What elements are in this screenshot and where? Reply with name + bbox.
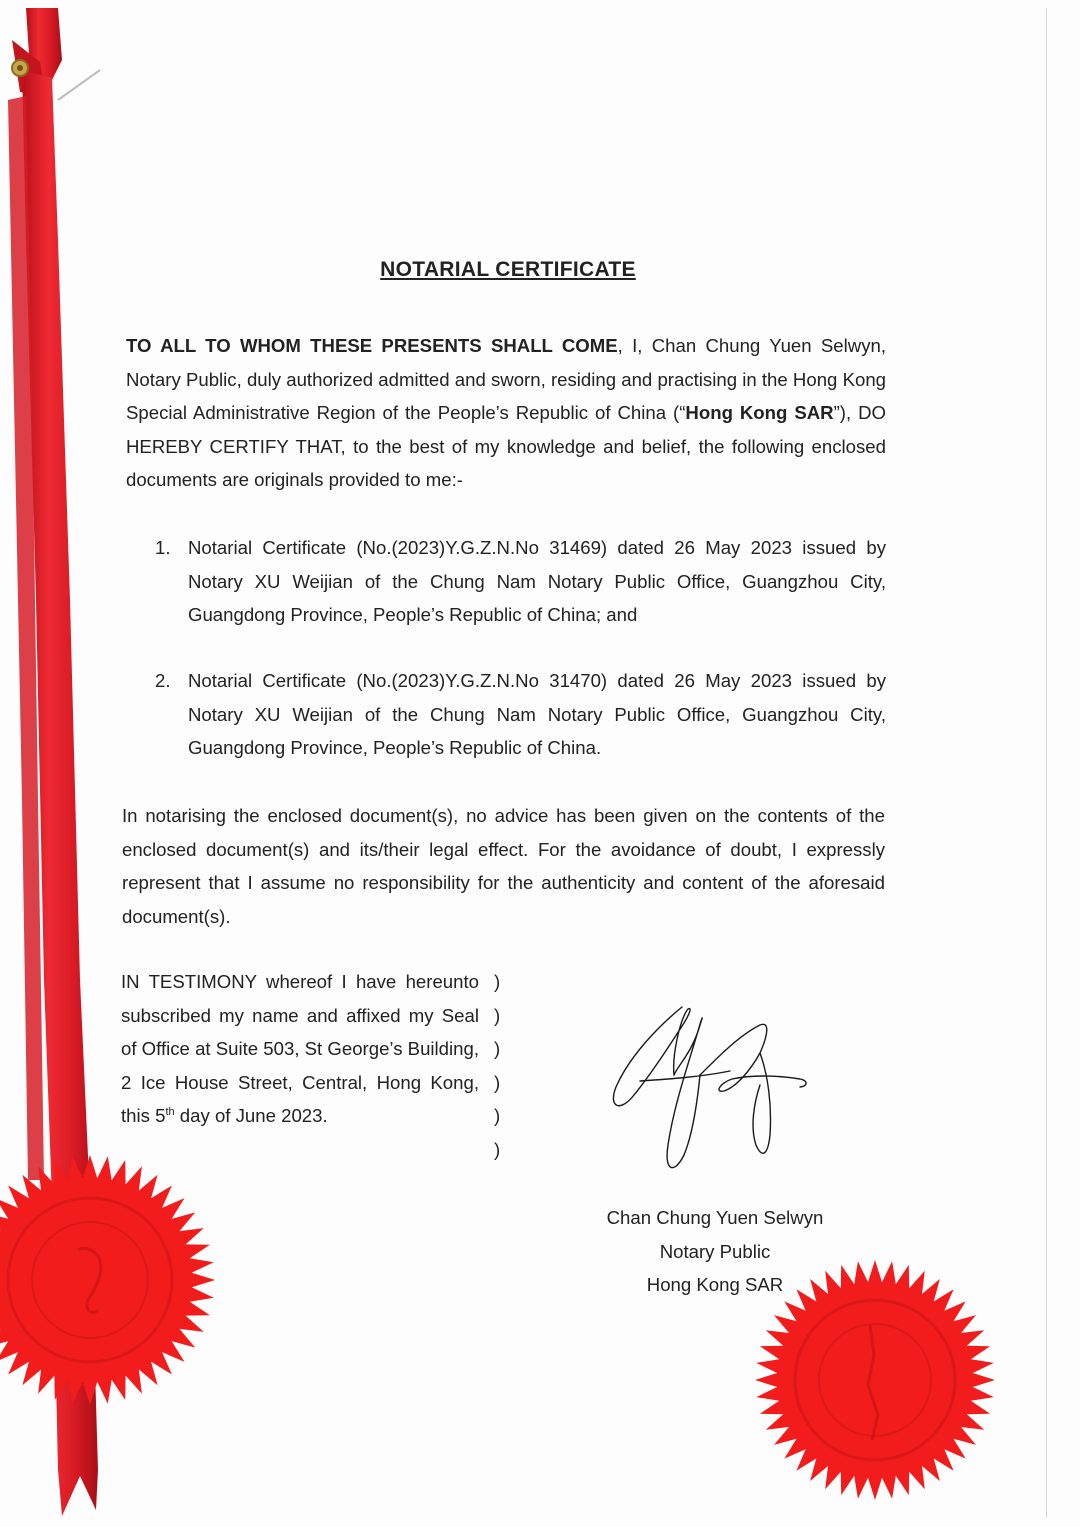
- intro-lead: TO ALL TO WHOM THESE PRESENTS SHALL COME: [126, 335, 618, 356]
- testimony-text-2: day of June 2023.: [174, 1105, 328, 1126]
- disclaimer-paragraph: In notarising the enclosed document(s), no advice has been given on the contents of the enclosed document(s) and its/their legal effect. For the avoidance of doubt, I expressly represent that I assume no responsibility for the authenticity and content of the aforesaid document(s).: [122, 805, 885, 927]
- document-title: NOTARIAL CERTIFICATE: [380, 258, 636, 281]
- paren: ): [494, 1138, 501, 1160]
- paren: ): [494, 971, 501, 992]
- intro-paragraph: [126, 329, 886, 497]
- list-item-text: Notarial Certificate (No.(2023)Y.G.Z.N.No 31469) dated 26 May 2023 issued by Notary XU Weijian of the Chung Nam Notary Public Office, Guangzhou City, Guangdong Province, People’s Republic of China; and: [188, 537, 886, 625]
- paren: ): [494, 1071, 501, 1093]
- testimony-superscript: th: [165, 1105, 175, 1118]
- testimony-paragraph: [121, 965, 479, 1133]
- signatory-location: Hong Kong SAR: [646, 1274, 784, 1295]
- testimony-text-1: IN TESTIMONY whereof I have hereunto subscribed my name and affixed my Seal of Office at Suite 503, St George’s Building, 2 Ice House Street, Central, Hong Kong, this 5: [121, 971, 479, 1126]
- list-item-number: 1.: [155, 537, 171, 558]
- red-seal-right-icon: [750, 1255, 1000, 1505]
- list-item-text: Notarial Certificate (No.(2023)Y.G.Z.N.No 31470) dated 26 May 2023 issued by Notary XU Weijian of the Chung Nam Notary Public Office, Guangzhou City, Guangdong Province, People’s Republic of China.: [188, 670, 886, 758]
- list-item-number: 2.: [155, 670, 171, 691]
- intro-text-1: , I, Chan Chung Yuen Selwyn, Notary Public, duly authorized admitted and sworn, residing and practising in the Hong Kong Special Administrative Region of the People’s Republic of China (“: [126, 335, 886, 423]
- paren: ): [494, 1004, 501, 1026]
- signatory-role: Notary Public: [659, 1240, 771, 1262]
- testimony-parentheses: [494, 965, 506, 1166]
- intro-bold-term: Hong Kong SAR: [685, 402, 834, 423]
- red-seal-left-icon: [0, 1150, 220, 1410]
- signatory-name: Chan Chung Yuen Selwyn: [606, 1207, 824, 1228]
- intro-text-2: ”), DO HEREBY CERTIFY THAT, to the best of my knowledge and belief, the following enclosed documents are originals provided to me:-: [126, 402, 887, 490]
- paper-edge: [1046, 8, 1047, 1518]
- paren: ): [494, 1105, 501, 1126]
- paren: ): [494, 1038, 501, 1059]
- handwritten-signature-icon: [600, 995, 820, 1185]
